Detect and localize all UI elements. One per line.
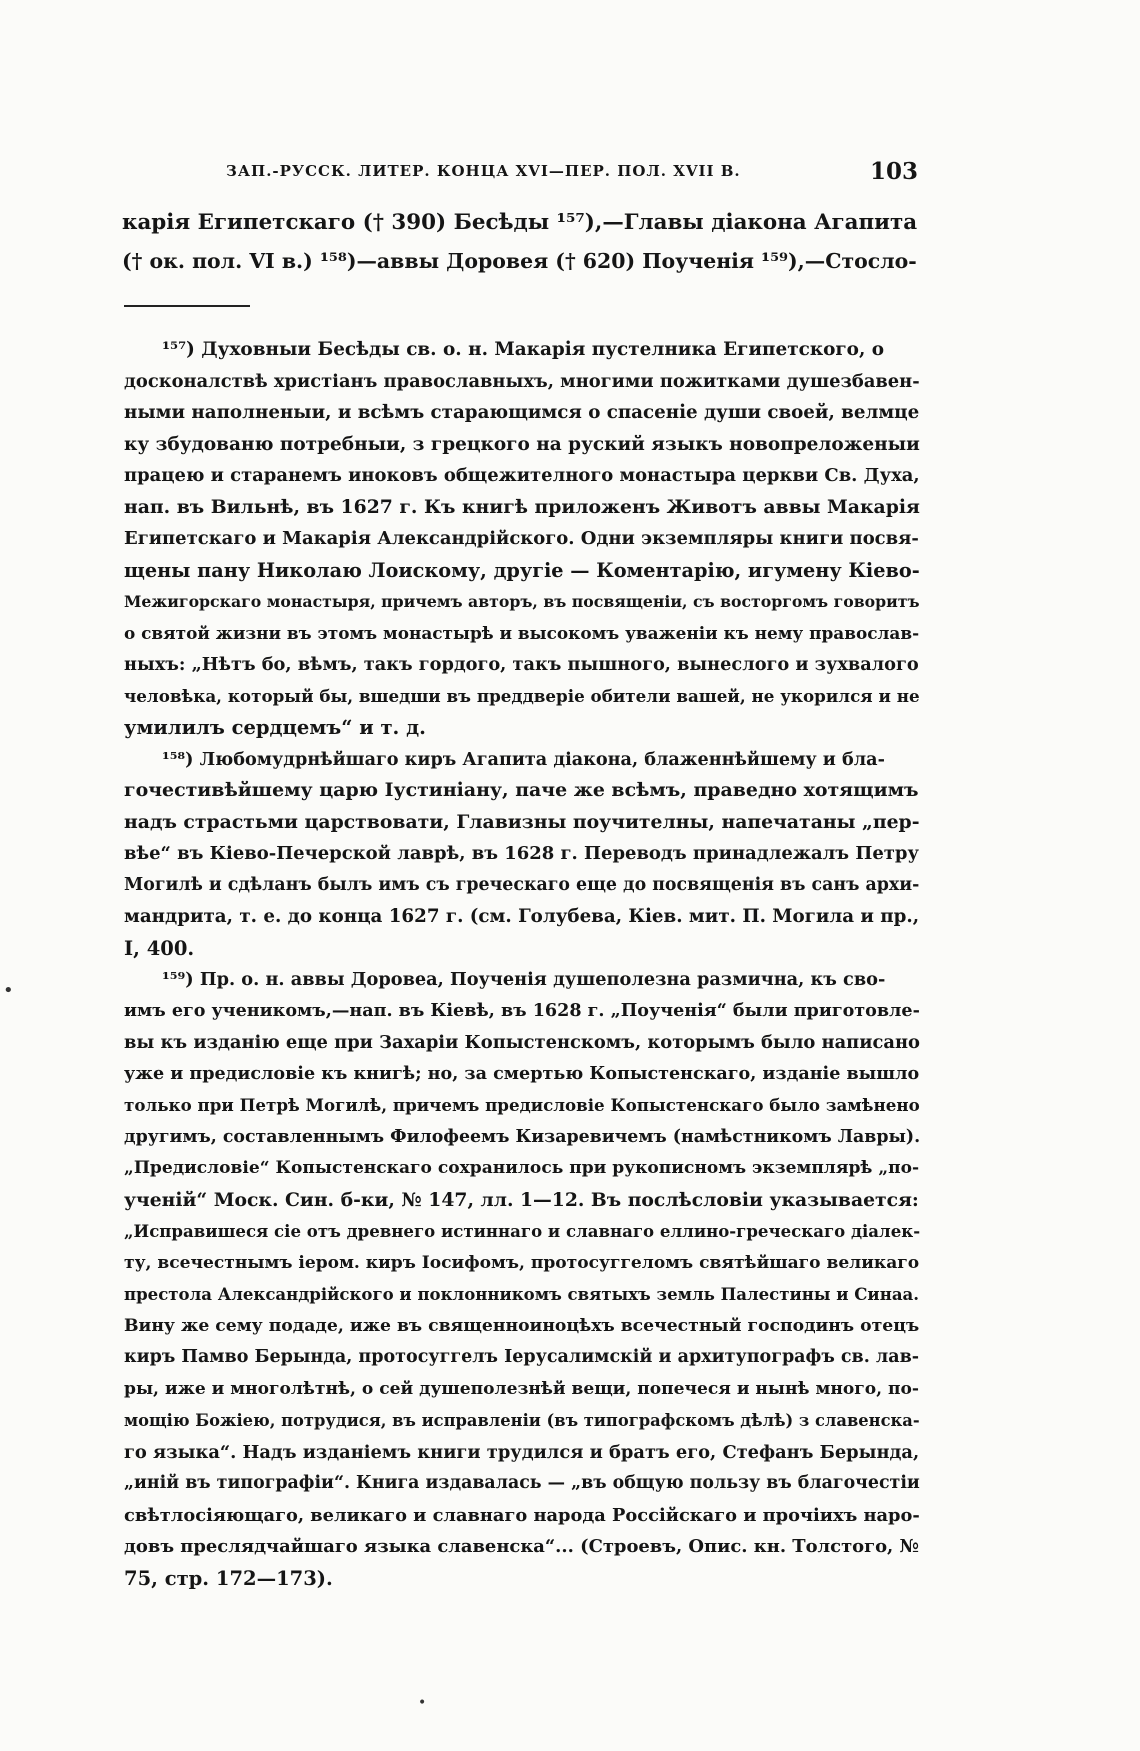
footnote-157 <box>124 334 924 744</box>
footnote-line: працею и старанемъ иноковъ общежителного монастыра церкви Св. Духа, <box>124 465 920 486</box>
page-header <box>226 158 918 188</box>
footnote-line: ¹⁵⁷) Духовныи Бесѣды св. о. н. Макарія пустелника Египетского, о <box>162 339 885 360</box>
footnote-line: киръ Памво Берында, протосуггелъ Іерусалимскій и архитупографъ св. лав- <box>124 1347 920 1367</box>
footnote-line: ¹⁵⁹) Пр. о. н. аввы Доровеа, Поученія душеполезна размична, къ сво- <box>162 969 886 990</box>
footnote-line: досконалствѣ христіанъ православныхъ, многими пожитками душезбавен- <box>124 370 920 392</box>
footnote-line: другимъ, составленнымъ Филофеемъ Кизаревичемъ (намѣстникомъ Лавры). <box>124 1126 921 1147</box>
footnote-line: ры, иже и многолѣтнѣ, о сей душеполезнѣй вещи, попечеся и нынѣ много, по- <box>124 1378 919 1399</box>
footnote-159 <box>124 964 924 1594</box>
footnote-line: „Предисловіе“ Копыстенскаго сохранилось при рукописномъ экземплярѣ „по- <box>124 1158 920 1178</box>
running-head: ЗАП.-РУССК. ЛИТЕР. КОНЦА XVI—ПЕР. ПОЛ. XVII В. <box>226 162 741 180</box>
footnote-line: мандрита, т. е. до конца 1627 г. (см. Голубева, Кіев. мит. П. Могила и пр., <box>124 906 920 927</box>
footnote-line: Вину же сему подаде, иже въ священноиноцѣхъ всечестный господинъ отецъ <box>124 1315 920 1336</box>
footnote-line: вѣе“ въ Кіево-Печерской лаврѣ, въ 1628 г. Переводъ принадлежалъ Петру <box>124 843 919 864</box>
scan-speck: • <box>3 980 14 1001</box>
footnote-line: о святой жизни въ этомъ монастырѣ и высокомъ уваженіи къ нему православ- <box>124 622 920 643</box>
footnotes <box>124 334 924 1594</box>
footnote-line: I, 400. <box>124 936 195 960</box>
footnote-separator <box>124 305 250 307</box>
footnote-line: довъ преслядчайшаго языка славенска“... (Строевъ, Опис. кн. Толстого, № <box>124 1536 919 1557</box>
footnote-line: имъ его ученикомъ,—нап. въ Кіевѣ, въ 1628 г. „Поученія“ были приготовле- <box>124 1000 920 1021</box>
footnote-158 <box>124 744 924 965</box>
footnote-line: человѣка, который бы, вшедши въ преддверіе обители вашей, не укорился и не <box>124 685 920 706</box>
footnote-line: умилилъ сердцемъ“ и т. д. <box>124 716 426 739</box>
footnote-line: нап. въ Вильнѣ, въ 1627 г. Къ книгѣ приложенъ Животъ аввы Макарія <box>124 495 920 518</box>
main-text <box>122 204 922 280</box>
footnote-line: Египетскаго и Макарія Александрійского. Одни экземпляры книги посвя- <box>124 528 919 549</box>
footnote-line: ученій“ Моск. Син. б-ки, № 147, лл. 1—12. Въ послѣсловіи указывается: <box>124 1188 919 1211</box>
scan-speck: • <box>418 1695 427 1711</box>
footnote-line: „Исправишеся сіе отъ древнего истиннаго и славнаго еллино-греческаго діалек- <box>124 1221 921 1241</box>
footnote-line: ту, всечестнымъ іером. киръ Іосифомъ, протосуггеломъ святѣйшаго великаго <box>124 1252 920 1273</box>
footnote-line: 75, стр. 172—173). <box>124 1566 333 1590</box>
footnote-line: Межигорскаго монастыря, причемъ авторъ, въ посвященіи, съ восторгомъ говоритъ <box>124 592 920 611</box>
footnote-line: Могилѣ и сдѣланъ былъ имъ съ греческаго еще до посвященія въ санъ архи- <box>124 874 920 895</box>
footnote-line: надъ страстьми царствовати, Главизны поучителны, напечатаны „пер- <box>124 810 920 833</box>
footnote-line: ¹⁵⁸) Любомудрнѣйшаго киръ Агапита діакона, блаженнѣйшему и бла- <box>162 748 885 770</box>
footnote-line: свѣтлосіяющаго, великаго и славнаго народа Россійскаго и прочіихъ наро- <box>124 1504 920 1526</box>
footnote-line: ныхъ: „Нѣтъ бо, вѣмъ, такъ гордого, такъ пышного, вынеслого и зухвалого <box>124 654 919 675</box>
footnote-line: уже и предисловіе къ книгѣ; но, за смертью Копыстенскаго, изданіе вышло <box>124 1063 920 1084</box>
main-text-line: карія Египетскаго († 390) Бесѣды ¹⁵⁷),—Главы діакона Агапита <box>122 210 918 235</box>
footnote-line: щены пану Николаю Лоискому, другіе — Коментарію, игумену Кіево- <box>124 558 920 582</box>
page-number: 103 <box>869 158 918 185</box>
footnote-line: гочестивѣйшему царю Іустиніану, паче же всѣмъ, праведно хотящимъ <box>124 779 919 801</box>
footnote-line: мощію Божіею, потрудися, въ исправленіи (въ типографскомъ дѣлѣ) з славенска- <box>124 1411 920 1430</box>
footnote-line: „иній въ типографіи“. Книга издавалась — „въ общую пользу въ благочестіи <box>124 1473 920 1493</box>
footnote-line: ку збудованю потребныи, з грецкого на руский языкъ новопреложеныи <box>124 433 920 455</box>
footnote-line: только при Петрѣ Могилѣ, причемъ предисловіе Копыстенскаго было замѣнено <box>124 1095 920 1115</box>
footnote-line: го языка“. Надъ изданіемъ книги трудился и братъ его, Стефанъ Берында, <box>124 1441 920 1463</box>
footnote-line: вы къ изданію еще при Захаріи Копыстенскомъ, которымъ было написано <box>124 1032 920 1053</box>
footnote-line: ными наполненыи, и всѣмъ старающимся о спасеніе души своей, велмце <box>124 402 920 423</box>
footnote-line: престола Александрійского и поклонникомъ святыхъ земль Палестины и Синаа. <box>124 1284 920 1304</box>
main-text-line: († ок. пол. VI в.) ¹⁵⁸)—аввы Доровея († 620) Поученія ¹⁵⁹),—Стосло- <box>122 249 917 273</box>
